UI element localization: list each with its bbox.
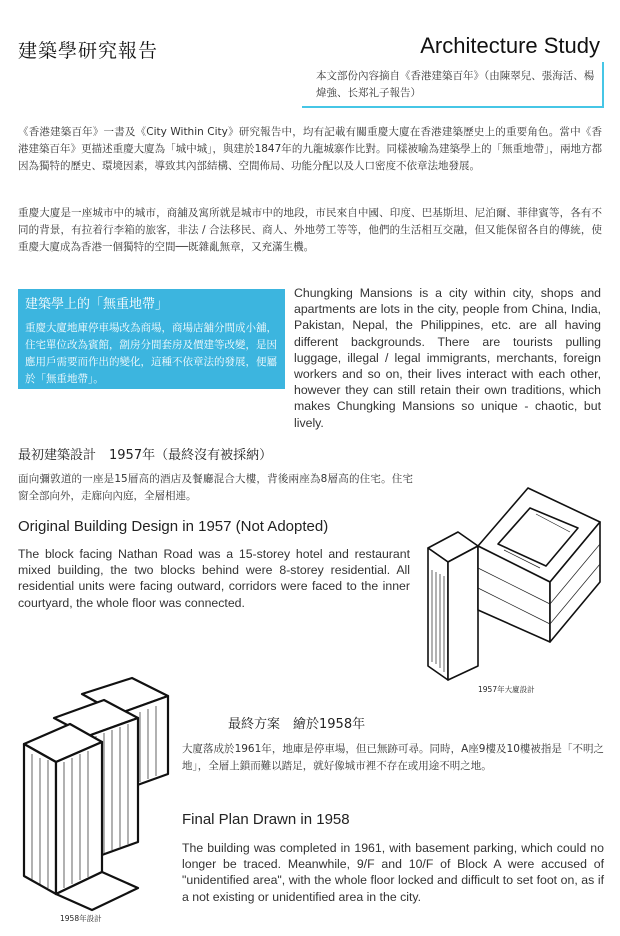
- source-note-text: 本文部份內容摘自《香港建築百年》（由陳翠兒、張海活、楊煒強、长郑礼子報告）: [316, 70, 595, 99]
- final-plan-text-cn: 大廈落成於1961年，地庫是停車場，但已無跡可尋。同時，A座9樓及10樓被指是「不明之地」，全層上鎖而難以踏足，就好像城市裡不存在或用途不明之地。: [182, 743, 604, 772]
- front-wing-right-face: [56, 742, 102, 894]
- page-title-cn: 建築學研究報告: [18, 40, 159, 62]
- final-plan-text-en: The building was completed in 1961, with basement parking, which could no longer be traced. Meanwhile, 9/F and 10/F of Block A were accused of "unidentified area", with the whole floor locked and difficult to set foot on, as if a not existing or unidentified area in the city.: [182, 841, 604, 904]
- final-plan-heading-en: Final Plan Drawn in 1958: [182, 811, 350, 828]
- caption-1957: 1957年大廈設計: [478, 685, 535, 694]
- design-1957-text-en: The block facing Nathan Road was a 15-storey hotel and restaurant mixed building, the two blocks behind were 8-storey residential. All residential units were facing outward, corridors were faced to the inner courtyard, the whole floor was connected.: [18, 547, 410, 610]
- tall-block-front: [448, 546, 478, 680]
- nonbuilding-zone-box: [18, 289, 285, 389]
- design-1957-heading-en: Original Building Design in 1957 (Not Adopted): [18, 518, 329, 535]
- building-1957-drawing: [418, 470, 610, 682]
- design-1957-heading-cn: 最初建築設計 1957年（最終沒有被採納）: [18, 448, 273, 463]
- source-note: [302, 62, 604, 108]
- building-1958-drawing: [20, 674, 172, 912]
- final-plan-heading-cn: 最終方案 繪於1958年: [228, 717, 366, 732]
- page-title-en: Architecture Study: [420, 33, 600, 58]
- tall-block-side: [428, 548, 448, 680]
- design-1957-text-cn: 面向彌敦道的一座是15層高的酒店及餐廳混合大樓，背後兩座為8層高的住宅。住宅窗全部向外，走廊向內庭，全層相連。: [18, 473, 413, 502]
- nonbuilding-zone-text: 重慶大廈地庫停車場改為商場，商場店舖分間成小舖，住宅單位改為賓館，劏房分間套房及價建等改變，是因應用戶需要而作出的變化，這種不依章法的發展，便屬於「無重地帶」。: [25, 322, 277, 385]
- intro-paragraph-1: 《香港建築百年》一書及《City Within City》研究報告中，均有記載有關重慶大廈在香港建築歷史上的重要角色。當中《香港建築百年》更描述重慶大廈為「城中城」，與建於1847年的九龍城寨作比對。同樣被喻為建築學上的「無重地帶」，兩地方都因為獨特的歷史、環境因素，導致其內部結構、空間佈局、功能分配以及人口密度不依章法地發展。: [18, 126, 602, 172]
- english-summary: Chungking Mansions is a city within city, shops and apartments are lots in the city, people from China, India, Pakistan, Nepal, the Philippines, etc. are all having different backgrounds. There are tourists pulling luggage, illegal / legal immigrants, merchants, foreign workers and so on, their lives interact with each other, however they can still retain their own traditions, which makes Chungking Mansions so unique - chaotic, but lively.: [294, 286, 601, 430]
- nonbuilding-zone-title: 建築學上的「無重地帶」: [25, 297, 169, 312]
- intro-paragraph-2: 重慶大廈是一座城市中的城市，商舖及寓所就是城市中的地段，市民來自中國、印度、巴基斯坦、尼泊爾、菲律賓等，各有不同的背景，有拉着行李箱的旅客，非法 / 合法移民、商人、外地勞工等等，他們的生活相互交融，但又能保留各自的傳統，使重慶大廈成為香港一個獨特的空間──既雜亂無章，又充滿生機。: [18, 207, 602, 253]
- caption-1958: 1958年設計: [60, 914, 102, 923]
